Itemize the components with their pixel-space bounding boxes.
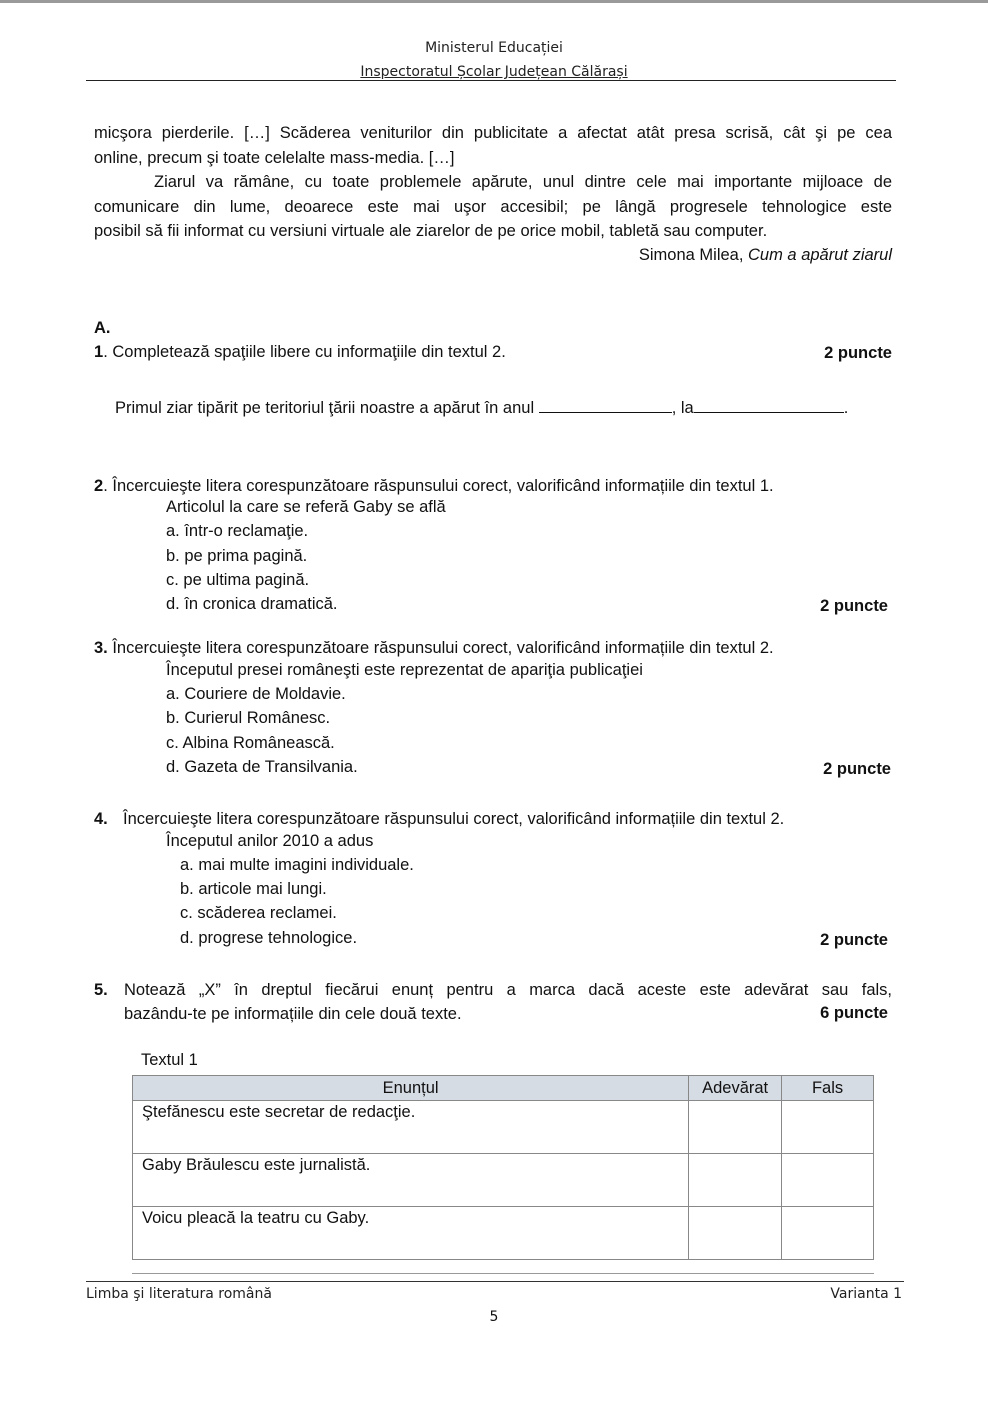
passage-attribution: [94, 243, 892, 267]
header-false: Fals: [782, 1076, 874, 1101]
q3-option-a[interactable]: a. Couriere de Moldavie.: [166, 685, 346, 703]
window-top-border: [0, 0, 988, 3]
q5-points: 6 puncte: [820, 1004, 888, 1022]
table-continuation-rule: [132, 1273, 874, 1274]
header-inspectorate-text: Inspectoratul Școlar Județean Călărași: [360, 64, 628, 80]
q1-sentence-end: .: [843, 399, 849, 417]
statement-cell: Ştefănescu este secretar de redacţie.: [133, 1101, 689, 1154]
footer-variant: Varianta 1: [830, 1286, 902, 1302]
q2-option-b[interactable]: b. pe prima pagină.: [166, 547, 308, 565]
q2-option-a[interactable]: a. într-o reclamaţie.: [166, 522, 309, 540]
false-cell[interactable]: [782, 1101, 874, 1154]
q2-text: . Încercuieşte litera corespunzătoare răspunsului corect, valorificând informațiile din textul 1.: [103, 477, 774, 495]
header-true: Adevărat: [689, 1076, 782, 1101]
q4-option-a[interactable]: a. mai multe imagini individuale.: [180, 856, 414, 874]
q2-option-d[interactable]: d. în cronica dramatică.: [166, 595, 338, 613]
q2-points: 2 puncte: [820, 597, 888, 615]
attribution-title: Cum a apărut ziarul: [748, 246, 892, 264]
q4-stem: Începutul anilor 2010 a adus: [166, 832, 374, 850]
q3-option-b[interactable]: b. Curierul Românesc.: [166, 709, 331, 727]
statement-cell: Gaby Brăulescu este jurnalistă.: [133, 1154, 689, 1207]
q4-text: Încercuieşte litera corespunzătoare răspunsului corect, valorificând informațiile din textul 2.: [123, 810, 785, 828]
q4-option-c[interactable]: c. scăderea reclamei.: [180, 904, 337, 922]
true-cell[interactable]: [689, 1101, 782, 1154]
table-row: [133, 1101, 874, 1154]
passage-line-3: Ziarul va rămâne, cu toate problemele apărute, unul dintre cele mai importante mijloace de: [154, 173, 892, 191]
table-row: [133, 1207, 874, 1260]
q4-number: 4.: [94, 810, 108, 828]
q1-blank-place[interactable]: [694, 398, 844, 413]
q5-text-line-2: bazându-te pe informațiile din cele două texte.: [124, 1005, 462, 1023]
q2-option-c[interactable]: c. pe ultima pagină.: [166, 571, 310, 589]
q4-points: 2 puncte: [820, 931, 888, 949]
attribution-author: Simona Milea,: [638, 246, 749, 264]
q4-option-d[interactable]: d. progrese tehnologice.: [180, 929, 358, 947]
header-ministry: Ministerul Educației: [425, 40, 563, 56]
q5-number: 5.: [94, 981, 108, 999]
q1-blank-year[interactable]: [539, 398, 672, 413]
q2-number: 2: [94, 477, 104, 495]
table-row: [133, 1154, 874, 1207]
footer-subject: Limba şi literatura română: [86, 1286, 272, 1302]
q3-stem: Începutul presei româneşti este reprezentat de apariţia publicaţiei: [166, 661, 643, 679]
q5-text-line-1: Notează „X” în dreptul fiecărui enunț pentru a marca dacă aceste este adevărat sau fals,: [124, 981, 892, 999]
header-rule: [86, 80, 896, 81]
q1-text: . Completează spaţiile libere cu informaţiile din textul 2.: [103, 343, 506, 361]
passage-line-1: micşora pierderile. […] Scăderea veniturilor din publicitate a afectat atât presa scrisă, cât şi pe cea: [94, 124, 892, 142]
passage-line-2: online, precum şi toate celelalte mass-media. […]: [94, 149, 455, 167]
question-4: [94, 807, 892, 831]
passage-line-4: comunicare din lume, deoarece este mai uşor accesibil; pe lângă progresele tehnologice este: [94, 198, 892, 216]
q1-sentence: [115, 398, 848, 418]
true-cell[interactable]: [689, 1207, 782, 1260]
table-caption: Textul 1: [141, 1051, 198, 1069]
false-cell[interactable]: [782, 1207, 874, 1260]
q4-option-b[interactable]: b. articole mai lungi.: [180, 880, 327, 898]
q1-number: 1: [94, 343, 104, 361]
q3-option-d[interactable]: d. Gazeta de Transilvania.: [166, 758, 358, 776]
q1-sentence-mid: , la: [671, 399, 694, 417]
footer-rule: [86, 1281, 904, 1282]
passage-line-5: posibil să fii informat cu versiuni virtuale ale ziarelor de pe orice mobil, tabletă sau computer.: [94, 222, 768, 240]
q3-option-c[interactable]: c. Albina Românească.: [166, 734, 335, 752]
true-cell[interactable]: [689, 1154, 782, 1207]
header-inspectorate: [0, 64, 988, 80]
question-2: [94, 474, 892, 498]
header-statement: Enunțul: [133, 1076, 689, 1101]
q1-points: 2 puncte: [824, 344, 892, 362]
q3-text: Încercuieşte litera corespunzătoare răspunsului corect, valorificând informațiile din textul 2.: [107, 639, 774, 657]
question-3: [94, 636, 892, 660]
q3-number: 3.: [94, 639, 108, 657]
q3-points: 2 puncte: [823, 760, 891, 778]
statement-cell: Voicu pleacă la teatru cu Gaby.: [133, 1207, 689, 1260]
page-number: 5: [489, 1309, 499, 1325]
section-label: A.: [94, 319, 111, 337]
question-1: [94, 340, 892, 364]
false-cell[interactable]: [782, 1154, 874, 1207]
table-header-row: [133, 1076, 874, 1101]
q2-stem: Articolul la care se referă Gaby se află: [166, 498, 446, 516]
true-false-table: [132, 1075, 874, 1260]
q1-sentence-start: Primul ziar tipărit pe teritoriul ţării noastre a apărut în anul: [115, 399, 539, 417]
